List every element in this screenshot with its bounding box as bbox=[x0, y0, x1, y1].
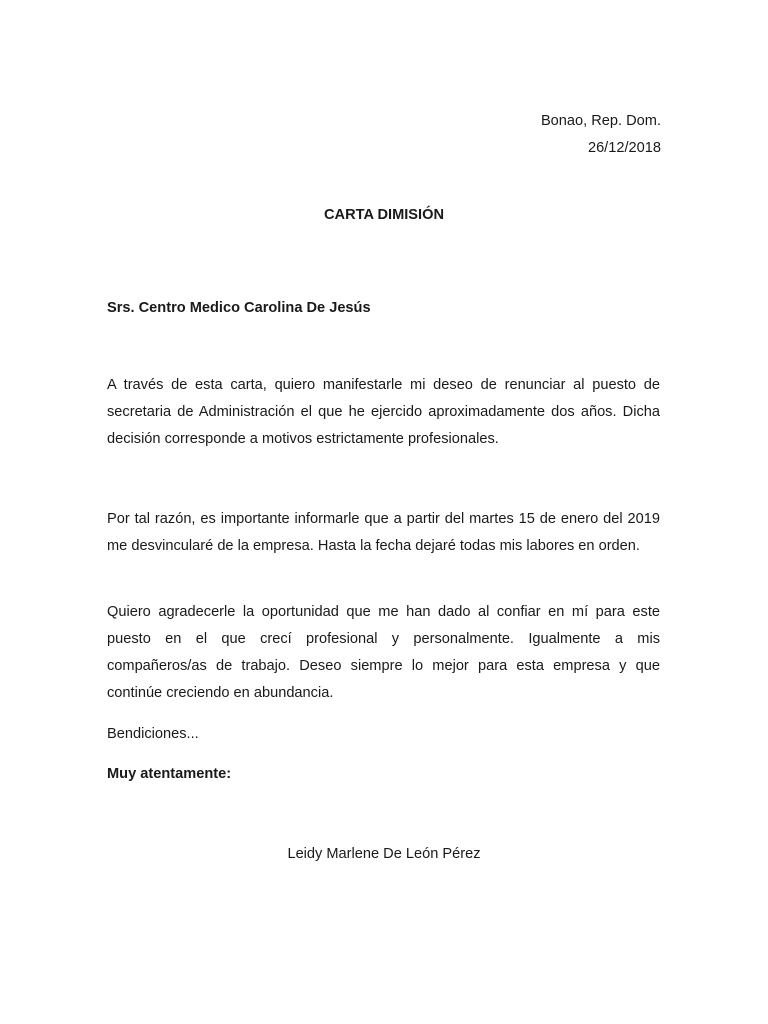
body-paragraph-3: Quiero agradecerle la oportunidad que me han dado al confiar en mí para este puesto en el que crecí profesional y personalmente. Igualmente a mis compañeros/as de trabajo. Deseo siempre lo mejor para esta empresa y que continúe creciendo en abundancia. bbox=[107, 604, 660, 701]
closing-line: Muy atentamente: bbox=[107, 766, 232, 782]
letter-title: CARTA DIMISIÓN bbox=[324, 207, 444, 223]
body-paragraph-1: A través de esta carta, quiero manifestarle mi deseo de renunciar al puesto de secretaria de Administración el que he ejercido aproximadamente dos años. Dicha decisión corresponde a motivos estrictamente profesionales. bbox=[107, 377, 660, 447]
blessing-line: Bendiciones... bbox=[107, 726, 199, 742]
letter-location: Bonao, Rep. Dom. bbox=[540, 113, 661, 129]
signature-name: Leidy Marlene De León Pérez bbox=[287, 846, 481, 862]
letter-recipient: Srs. Centro Medico Carolina De Jesús bbox=[107, 300, 371, 316]
letter-date: 26/12/2018 bbox=[587, 140, 661, 156]
body-paragraph-2: Por tal razón, es importante informarle que a partir del martes 15 de enero del 2019 me desvincularé de la empresa. Hasta la fecha dejaré todas mis labores en orden. bbox=[107, 511, 660, 554]
